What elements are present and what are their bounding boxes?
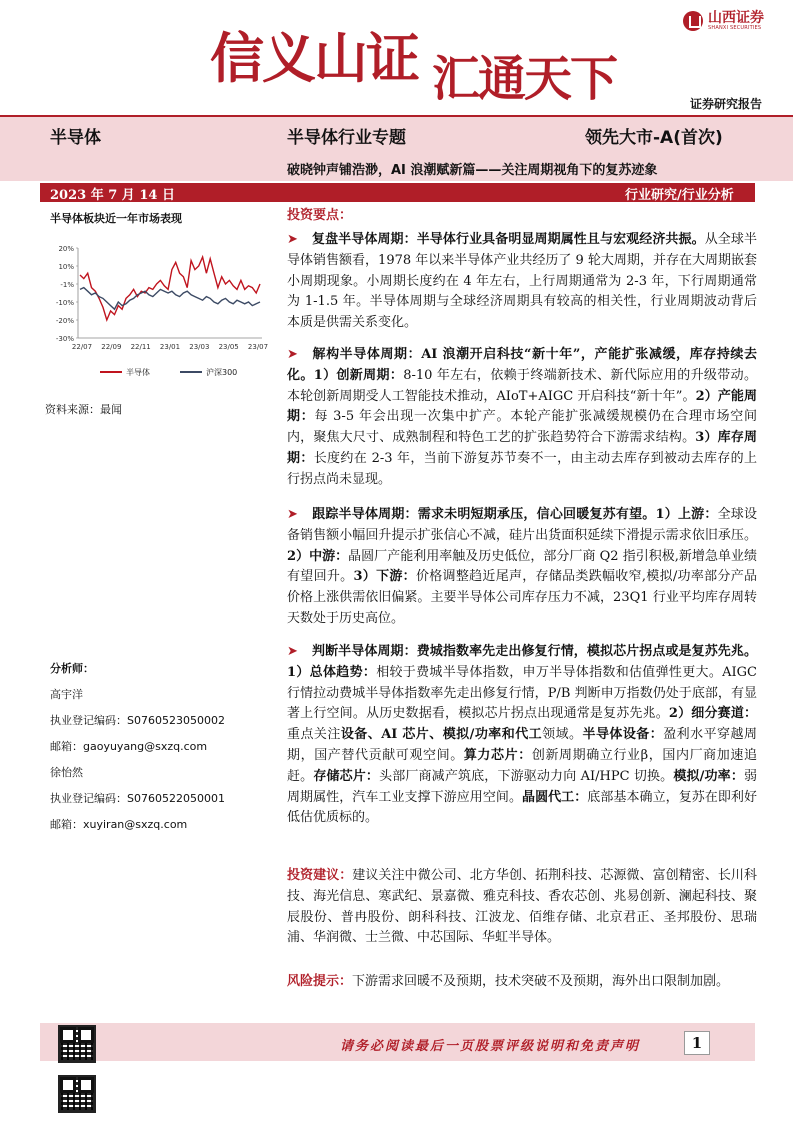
series-line-csi300 xyxy=(80,288,260,310)
x-tick-label: 23/07 xyxy=(247,343,269,351)
qr-code-icon xyxy=(58,1075,96,1113)
arrow-icon: ➤ xyxy=(287,507,298,522)
header-top-rule xyxy=(0,115,793,117)
y-tick-label: -30% xyxy=(55,335,74,343)
section-cycle-judgement: ➤ 判断半导体周期：费城指数率先走出修复行情，模拟芯片拐点或是复苏先兆。1）总体趋势：相较于费城半导体指数，申万半导体指数和估值弹性更大。AIGC 行情拉动费城半导体指数率先走出修复行情，P/B 判断申万指数仍处于底部，有显著上行空间。从历史数据看，模拟芯片拐点出现通常是复苏先兆。2）细分赛道：重点关注设备、AI 芯片、模拟/功率和代工领域。半导体设备：盈利水平穿越周期，国产替代贡献可观空间。算力芯片：创新周期确立行业β，国内厂商加速追赶。存储芯片：头部厂商减产筑底，下游驱动力向 AI/HPC 切换。模拟/功率：弱周期属性，汽车工业支撑下游应用空间。晶圆代工：底部基本确立，复苏在即利好低估优质标的。 xyxy=(287,644,757,826)
section-cycle-tracking: ➤ 跟踪半导体周期：需求未明短期承压，信心回暖复苏有望。1）上游：全球设备销售额小幅回升提示扩张信心不减，硅片出货面积延续下滑提示需求依旧承压。2）中游：晶圆厂产能利用率触及历史低位，部分厂商 Q2 指引积极,新增急单业绩有望回升。3）下游：价格调整趋近尾声，存储品类跌幅收窄,模拟/功率部分产品价格上涨供需依旧偏紧。主要半导体公司库存压力不减，23Q1 行业平均库存周转天数处于历史高位。 xyxy=(287,507,758,626)
section-cycle-review: ➤ 复盘半导体周期：半导体行业具备明显周期属性且与宏观经济共振。从全球半导体销售额看，1978 年以来半导体产业共经历了 9 轮大周期，并存在大周期嵌套小周期现象。小周期长度约在 4 年左右，上行周期通常为 2-3 年，下行周期通常为 1-1.5 年。半导体周期与全球经济周期具有较高的相关性，行业周期波动背后本质是供需关系变化。 xyxy=(287,232,757,331)
analyst-name: 高宇洋 xyxy=(50,688,83,701)
rating: 领先大市-A(首次) xyxy=(585,128,723,148)
report-category: 行业研究/行业分析 xyxy=(625,188,734,203)
section-cycle-deconstruct: ➤ 解构半导体周期：AI 浪潮开启科技“新十年”，产能扩张减缓，库存持续去化。1）创新周期：8-10 年左右，依赖于终端新技术、新代际应用的升级带动。本轮创新周期受人工智能技术推动，AIoT+AIGC 开启科技“新十年”。2）产能周期：每 3-5 年会出现一次集中扩产。本轮产能扩张减缓规模仍在合理市场空间内，聚焦大尺寸、成熟制程和特色工艺的扩张趋势符合下游需求结构。3）库存周期：长度约在 2-3 年，当前下游复苏节奏不一，由主动去库存到被动去库存的上行拐点尚未显现。 xyxy=(287,347,757,487)
arrow-icon: ➤ xyxy=(287,644,298,659)
brand-name: 山西证券 xyxy=(708,9,764,26)
source-note: 资料来源：最闻 xyxy=(45,403,122,416)
y-tick-label: -1% xyxy=(60,281,74,289)
y-tick-label: -10% xyxy=(55,299,74,307)
investment-advice: 投资建议：建议关注中微公司、北方华创、拓荆科技、芯源微、富创精密、长川科技、海光信息、寒武纪、景嘉微、雅克科技、香农芯创、兆易创新、澜起科技、聚辰股份、普冉股份、朗科科技、江波龙、佰维存储、北京君正、圣邦股份、思瑞浦、华润微、士兰微、中芯国际、华虹半导体。 xyxy=(287,868,757,946)
analyst-registration: 执业登记编码：S0760522050001 xyxy=(50,792,225,805)
chart-series xyxy=(80,257,260,320)
arrow-icon: ➤ xyxy=(287,232,298,247)
brand-logo xyxy=(683,8,775,34)
analyst-name: 徐怡然 xyxy=(50,766,83,779)
series-line-semiconductor xyxy=(80,257,260,320)
legend-label: 半导体 xyxy=(126,368,150,377)
key-points-label: 投资要点： xyxy=(287,208,353,223)
x-tick-label: 23/03 xyxy=(189,343,210,351)
analyst-registration: 执业登记编码：S0760523050002 xyxy=(50,714,225,727)
report-type: 证券研究报告 xyxy=(690,97,763,111)
header-calligraphy-left: 信义山证 xyxy=(210,26,418,90)
footer-disclaimer: 请务必阅读最后一页股票评级说明和免责声明 xyxy=(340,1039,641,1054)
analyst-email[interactable]: 邮箱：xuyiran@sxzq.com xyxy=(50,818,188,831)
x-tick-label: 23/05 xyxy=(218,343,239,351)
report-subtitle: 破晓钟声铺浩渺，AI 浪潮赋新篇——关注周期视角下的复苏迹象 xyxy=(287,163,658,178)
x-tick-label: 22/07 xyxy=(71,343,93,351)
x-tick-label: 23/01 xyxy=(159,343,181,351)
y-tick-label: 10% xyxy=(58,263,74,271)
risk-warning: 风险提示：下游需求回暖不及预期，技术突破不及预期，海外出口限制加剧。 xyxy=(287,974,730,989)
x-tick-label: 22/11 xyxy=(130,343,151,351)
market-performance-chart xyxy=(40,236,275,386)
page-number: 1 xyxy=(684,1031,710,1055)
chart-title: 半导体板块近一年市场表现 xyxy=(50,212,182,225)
y-tick-label: -20% xyxy=(55,317,74,325)
date-band xyxy=(40,183,755,202)
report-date: 2023 年 7 月 14 日 xyxy=(50,188,175,203)
sector-label: 半导体 xyxy=(50,128,101,148)
arrow-icon: ➤ xyxy=(287,347,298,362)
qr-code-icon xyxy=(58,1025,96,1063)
brand-logo-icon xyxy=(683,11,703,31)
analyst-email[interactable]: 邮箱：gaoyuyang@sxzq.com xyxy=(50,740,208,753)
brand-sub: SHANXI SECURITIES xyxy=(708,24,762,31)
report-title: 半导体行业专题 xyxy=(287,128,406,148)
chart-labels xyxy=(56,245,268,377)
analysts-label: 分析师： xyxy=(50,662,94,675)
y-tick-label: 20% xyxy=(58,245,74,253)
x-tick-label: 22/09 xyxy=(101,343,122,351)
header-calligraphy-right: 汇通天下 xyxy=(432,51,617,107)
legend-label: 沪深300 xyxy=(206,368,238,377)
